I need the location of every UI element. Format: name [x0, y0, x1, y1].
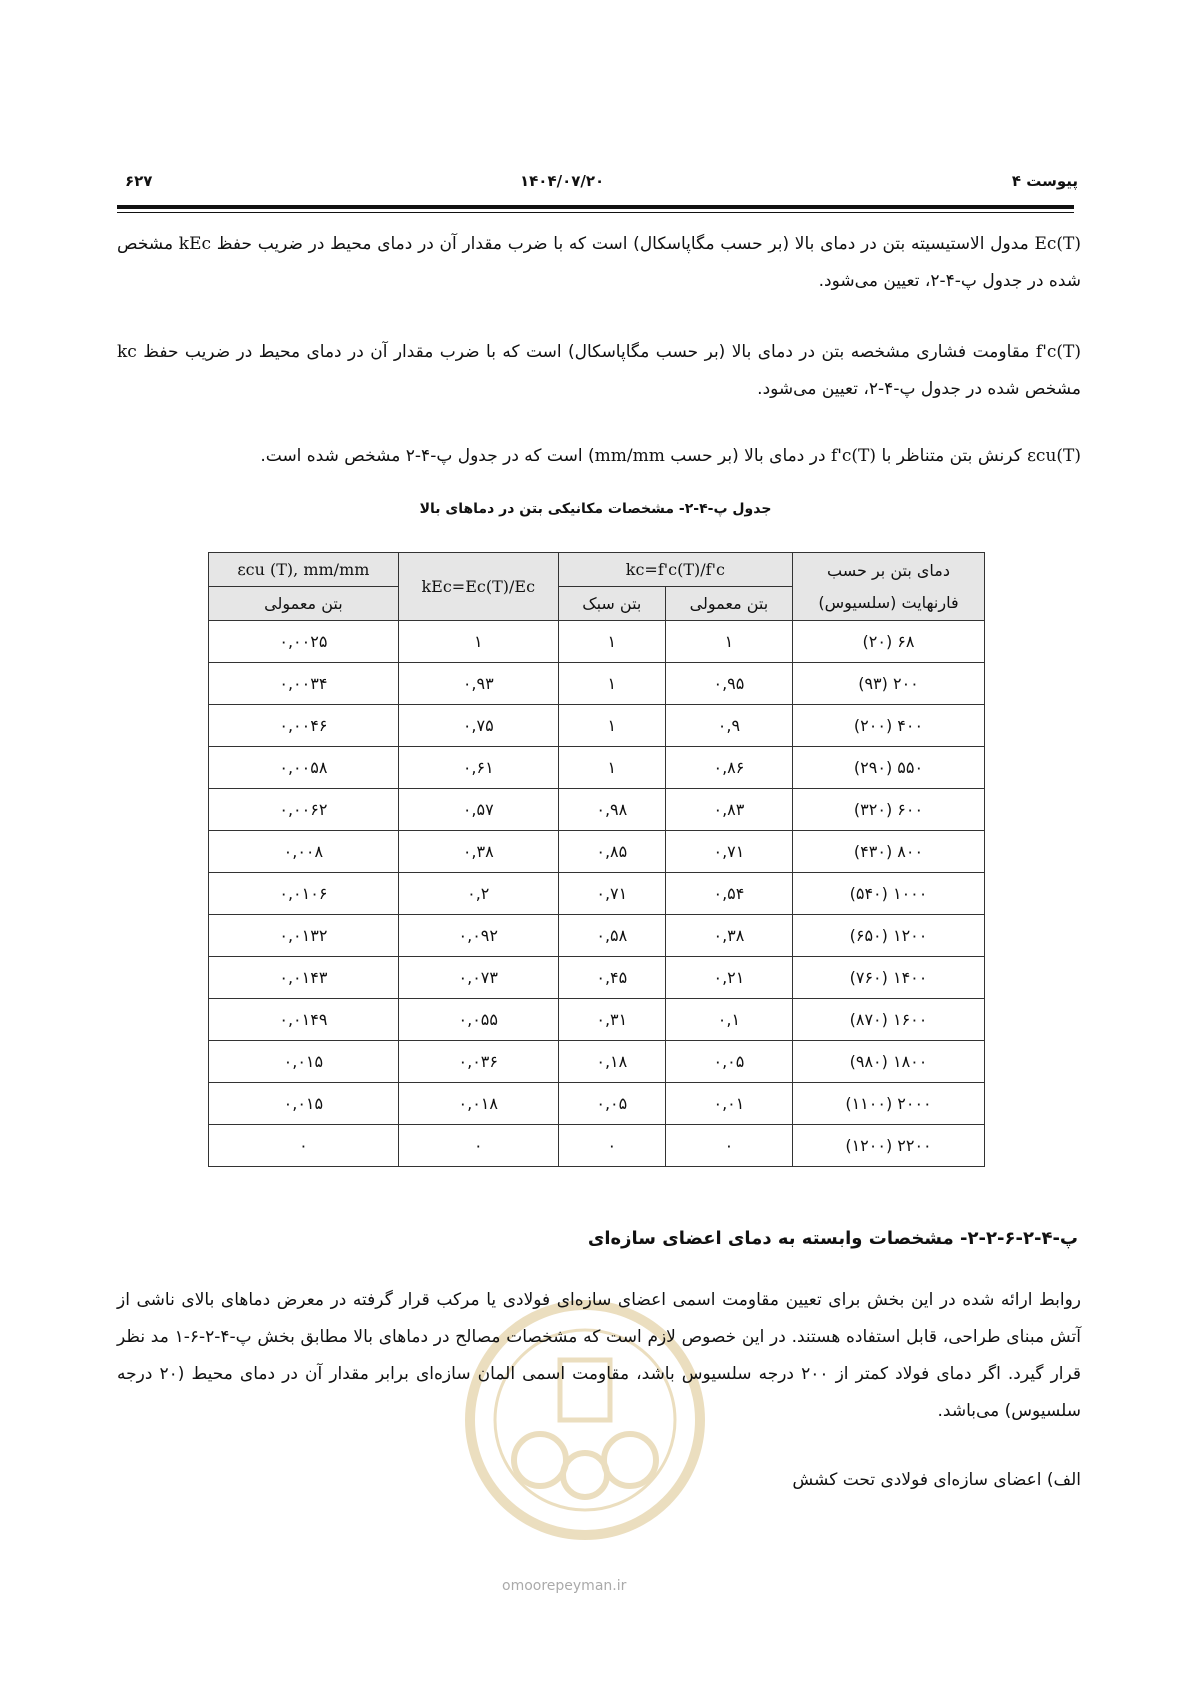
cell-kec: ۰,۰۵۵: [398, 999, 558, 1041]
watermark-url: omoorepeyman.ir: [502, 1578, 627, 1594]
cell-temperature: ۶۰۰ (۳۲۰): [792, 789, 984, 831]
paragraph-ecu-text-2: در دمای بالا (بر حسب: [670, 446, 826, 466]
cell-kec: ۰,۲: [398, 873, 558, 915]
cell-temperature: ۲۲۰۰ (۱۲۰۰): [792, 1125, 984, 1167]
table-header-row: [209, 553, 985, 587]
header-kc-light: بتن سبک: [558, 587, 665, 621]
cell-ecu: ۰,۰۱۴۹: [209, 999, 399, 1041]
paragraph-ec-text-2: مشخص شده در جدول پ-۴-۲، تعیین می‌شود.: [117, 234, 1081, 291]
cell-kc-light: ۰,۷۱: [558, 873, 665, 915]
cell-ecu: ۰,۰۱۰۶: [209, 873, 399, 915]
cell-ecu: ۰,۰۰۶۲: [209, 789, 399, 831]
cell-kc-light: ۰,۵۸: [558, 915, 665, 957]
table-row: [209, 621, 985, 663]
running-header-section: پیوست ۴: [1011, 172, 1078, 190]
cell-temperature: ۵۵۰ (۲۹۰): [792, 747, 984, 789]
cell-kec: ۰,۵۷: [398, 789, 558, 831]
cell-ecu: ۰,۰۰۴۶: [209, 705, 399, 747]
header-ecu: εcu (T), mm/mm: [209, 553, 399, 587]
table-row: [209, 873, 985, 915]
cell-kec: ۱: [398, 621, 558, 663]
unit-mm-mm: mm/mm: [594, 446, 665, 466]
table-row: [209, 789, 985, 831]
paragraph-fc-text: مقاومت فشاری مشخصه بتن در دمای بالا (بر حسب مگاپاسکال) است که با ضرب مقدار آن در دمای محیط در ضریب حفظ: [143, 342, 1030, 362]
table-row: [209, 1041, 985, 1083]
cell-kc-normal: ۰,۷۱: [665, 831, 792, 873]
cell-temperature: ۱۶۰۰ (۸۷۰): [792, 999, 984, 1041]
section-body: روابط ارائه شده در این بخش برای تعیین مقاومت اسمی اعضای سازه‌ای فولادی یا مرکب قرار گرفته در معرض دماهای بالای ناشی از آتش مبنای طراحی، قابل استفاده هستند. در این خصوص لازم است که مشخصات مصالح در دماهای بالا مطابق بخش پ-۴-۲-۶-۱ مد نظر قرار گیرد. اگر دمای فولاد کمتر از ۲۰۰ درجه سلسیوس باشد، مقاومت اسمی المان سازه‌ای برابر مقدار آن در دمای محیط (۲۰ درجه سلسیوس) می‌باشد.: [117, 1290, 1082, 1421]
cell-kc-light: ۰,۴۵: [558, 957, 665, 999]
table-body: [209, 621, 985, 1167]
header-kc: kc=f'c(T)/f'c: [558, 553, 792, 587]
concrete-properties-table: [208, 552, 985, 1167]
table-row: [209, 747, 985, 789]
table-row: [209, 663, 985, 705]
header-temperature-line1: دمای بتن بر حسب: [827, 560, 950, 580]
cell-kec: ۰: [398, 1125, 558, 1167]
header-temperature-line2: فارنهایت (سلسیوس): [818, 592, 959, 612]
header-temperature: [792, 553, 984, 621]
header-rule-thin: [117, 212, 1074, 213]
cell-kec: ۰,۰۳۶: [398, 1041, 558, 1083]
cell-temperature: ۱۲۰۰ (۶۵۰): [792, 915, 984, 957]
cell-temperature: ۱۴۰۰ (۷۶۰): [792, 957, 984, 999]
cell-temperature: ۴۰۰ (۲۰۰): [792, 705, 984, 747]
cell-temperature: ۲۰۰ (۹۳): [792, 663, 984, 705]
cell-kec: ۰,۷۵: [398, 705, 558, 747]
section-heading: پ-۴-۲-۶-۲-۲- مشخصات وابسته به دمای اعضای سازه‌ای: [587, 1228, 1078, 1249]
cell-kec: ۰,۰۱۸: [398, 1083, 558, 1125]
paragraph-fc-text-2: مشخص شده در جدول پ-۴-۲، تعیین می‌شود.: [757, 379, 1081, 399]
cell-kec: ۰,۰۹۲: [398, 915, 558, 957]
table-caption: جدول پ-۴-۲- مشخصات مکانیکی بتن در دماهای بالا: [419, 501, 772, 517]
cell-ecu: ۰,۰۱۵: [209, 1083, 399, 1125]
table-row: [209, 831, 985, 873]
cell-kc-normal: ۰,۹۵: [665, 663, 792, 705]
cell-kec: ۰,۶۱: [398, 747, 558, 789]
cell-kc-light: ۱: [558, 705, 665, 747]
cell-kc-normal: ۰: [665, 1125, 792, 1167]
paragraph-ecu-text: کرنش بتن متناظر با: [881, 446, 1022, 466]
cell-kc-light: ۰,۰۵: [558, 1083, 665, 1125]
cell-kc-normal: ۰,۸۶: [665, 747, 792, 789]
cell-ecu: ۰,۰۱۴۳: [209, 957, 399, 999]
cell-temperature: ۲۰۰۰ (۱۱۰۰): [792, 1083, 984, 1125]
cell-kc-light: ۰,۳۱: [558, 999, 665, 1041]
cell-kc-light: ۰,۹۸: [558, 789, 665, 831]
table-row: [209, 1125, 985, 1167]
cell-ecu: ۰: [209, 1125, 399, 1167]
cell-kc-light: ۱: [558, 663, 665, 705]
cell-ecu: ۰,۰۱۵: [209, 1041, 399, 1083]
cell-kc-light: ۰,۸۵: [558, 831, 665, 873]
cell-ecu: ۰,۰۰۲۵: [209, 621, 399, 663]
cell-kc-light: ۰: [558, 1125, 665, 1167]
header-kec: kEc=Ec(T)/Ec: [398, 553, 558, 621]
cell-kc-light: ۱: [558, 621, 665, 663]
symbol-fc: f'c(T): [1035, 342, 1081, 362]
header-rule-thick: [117, 205, 1074, 209]
cell-kc-normal: ۰,۰۱: [665, 1083, 792, 1125]
table-row: [209, 1083, 985, 1125]
running-header-date: ۱۴۰۴/۰۷/۲۰: [520, 172, 605, 190]
header-ecu-normal: بتن معمولی: [209, 587, 399, 621]
cell-temperature: ۱۸۰۰ (۹۸۰): [792, 1041, 984, 1083]
cell-kc-normal: ۰,۱: [665, 999, 792, 1041]
cell-kc-normal: ۰,۰۵: [665, 1041, 792, 1083]
cell-kc-normal: ۰,۹: [665, 705, 792, 747]
table-row: [209, 957, 985, 999]
symbol-ec: Ec(T): [1034, 234, 1082, 254]
cell-temperature: ۸۰۰ (۴۳۰): [792, 831, 984, 873]
symbol-ecu: εcu(T): [1027, 446, 1081, 466]
cell-kc-normal: ۰,۸۳: [665, 789, 792, 831]
paragraph-fc: [117, 334, 1081, 408]
cell-ecu: ۰,۰۰۵۸: [209, 747, 399, 789]
cell-kc-normal: ۰,۵۴: [665, 873, 792, 915]
cell-kec: ۰,۹۳: [398, 663, 558, 705]
page-number: ۶۲۷: [125, 172, 153, 190]
paragraph-ec-text: مدول الاستیسیته بتن در دمای بالا (بر حسب مگاپاسکال) است که با ضرب مقدار آن در دمای محیط در ضریب حفظ: [216, 234, 1029, 254]
cell-kec: ۰,۰۷۳: [398, 957, 558, 999]
cell-ecu: ۰,۰۰۳۴: [209, 663, 399, 705]
symbol-fc-2: f'c(T): [830, 446, 877, 466]
cell-kc-normal: ۰,۳۸: [665, 915, 792, 957]
cell-kc-light: ۰,۱۸: [558, 1041, 665, 1083]
cell-ecu: ۰,۰۰۸: [209, 831, 399, 873]
paragraph-ecu: [117, 438, 1081, 475]
header-kc-normal: بتن معمولی: [665, 587, 792, 621]
cell-kc-normal: ۰,۲۱: [665, 957, 792, 999]
cell-temperature: ۱۰۰۰ (۵۴۰): [792, 873, 984, 915]
table-row: [209, 915, 985, 957]
cell-ecu: ۰,۰۱۳۲: [209, 915, 399, 957]
symbol-kc: kc: [117, 342, 137, 362]
table-row: [209, 999, 985, 1041]
cell-temperature: ۶۸ (۲۰): [792, 621, 984, 663]
paragraph-ecu-text-3: ) است که در جدول پ-۴-۲ مشخص شده است.: [260, 446, 595, 466]
cell-kc-light: ۱: [558, 747, 665, 789]
list-item-tension: الف) اعضای سازه‌ای فولادی تحت کشش: [792, 1470, 1081, 1490]
table-row: [209, 705, 985, 747]
symbol-kec: kEc: [178, 234, 212, 254]
paragraph-ec: [117, 226, 1081, 300]
cell-kc-normal: ۱: [665, 621, 792, 663]
cell-kec: ۰,۳۸: [398, 831, 558, 873]
